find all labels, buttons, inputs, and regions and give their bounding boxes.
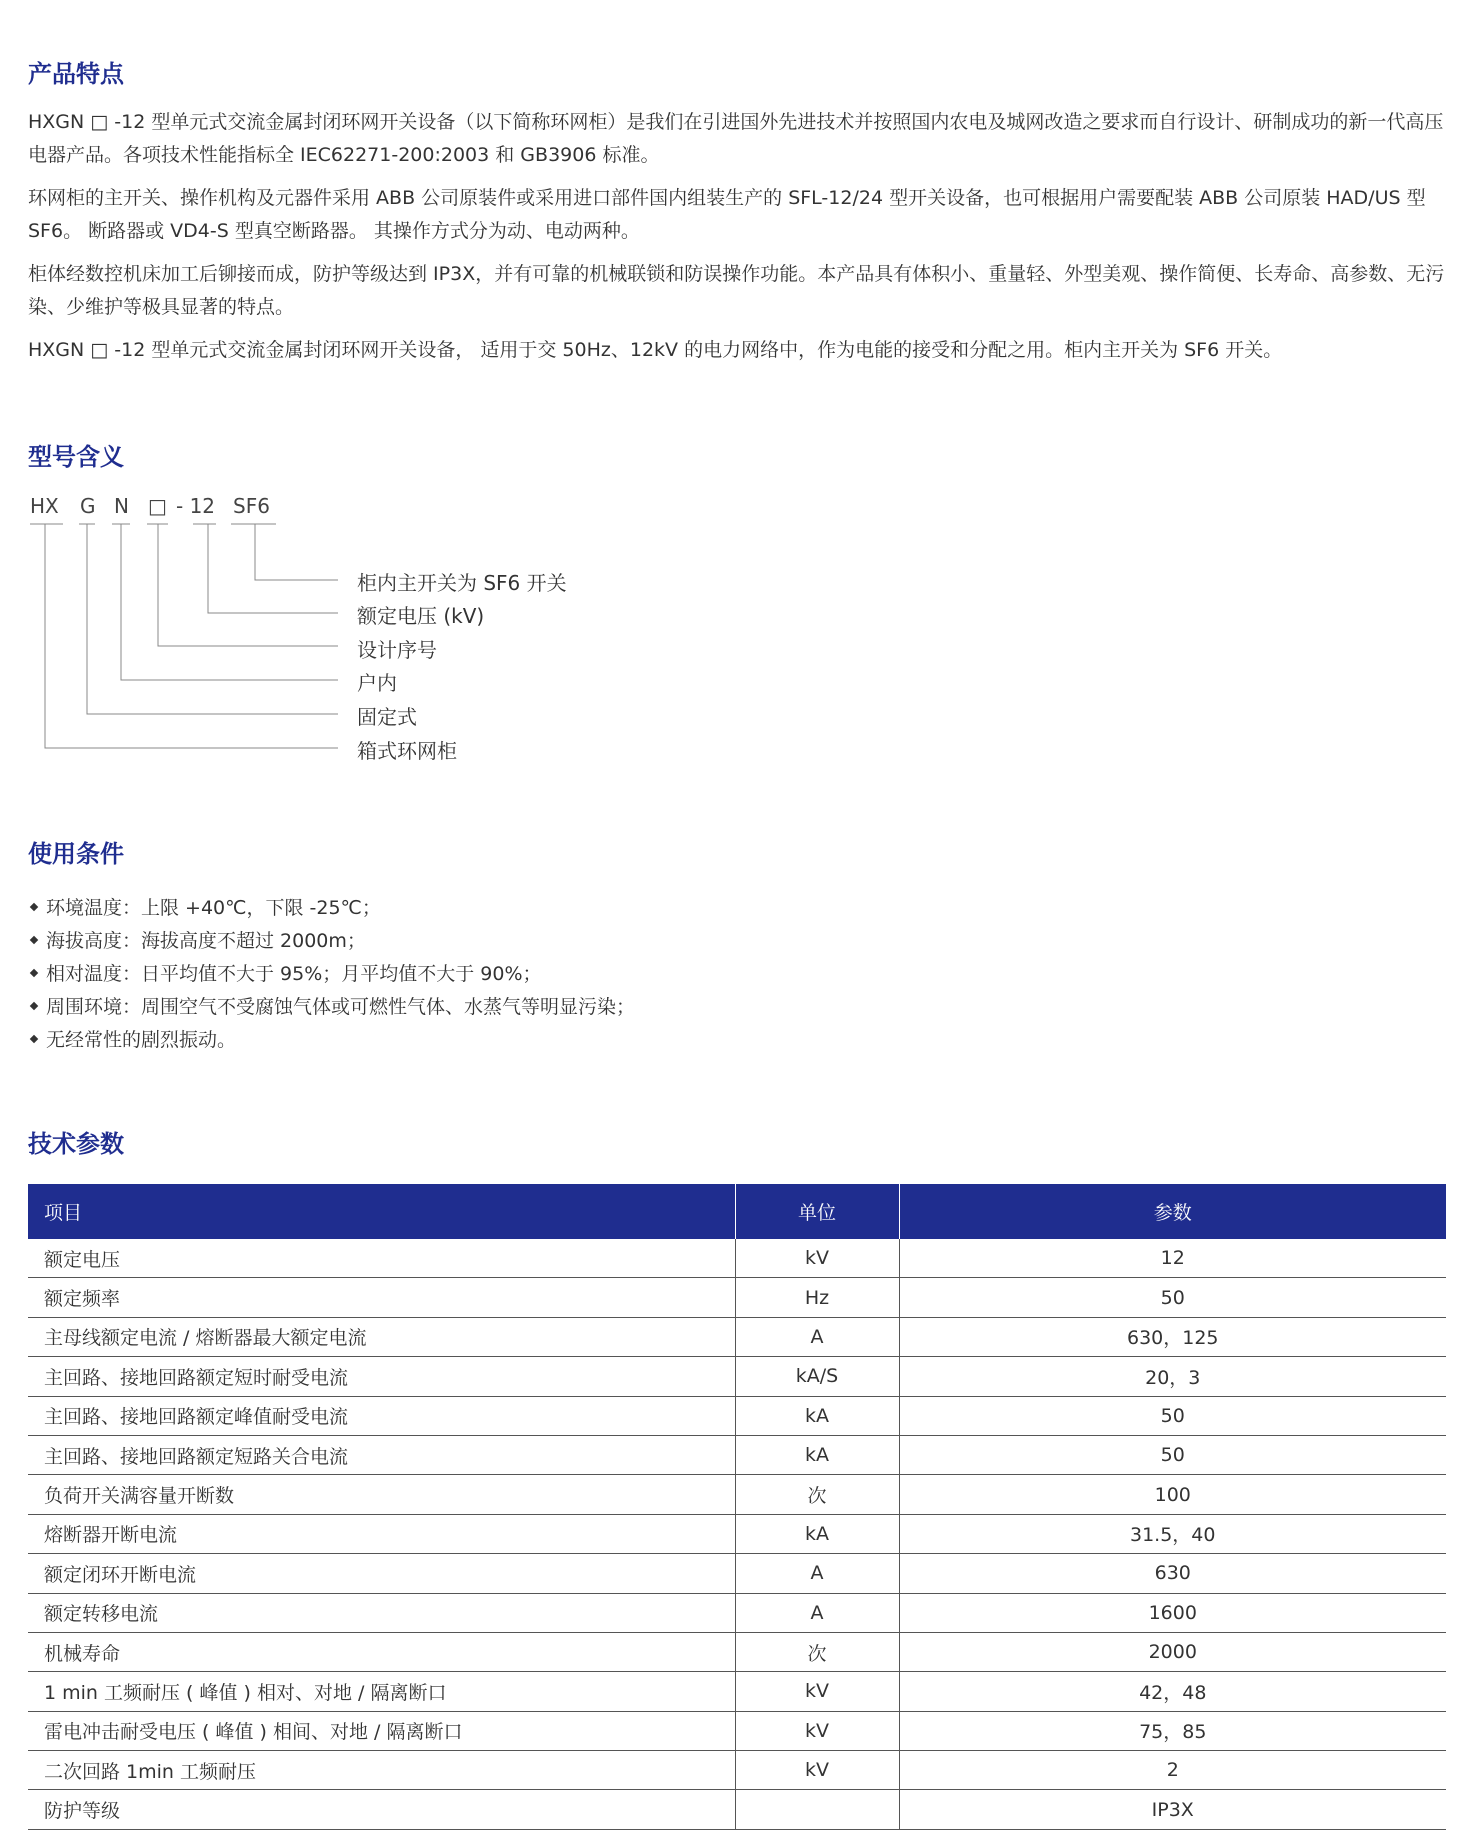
cell-value: 2 <box>899 1751 1446 1790</box>
cell-unit: kV <box>735 1751 899 1790</box>
cell-item: 主回路、接地回路额定短时耐受电流 <box>28 1357 735 1396</box>
cell-unit: kV <box>735 1672 899 1711</box>
features-paragraph-2: 环网柜的主开关、操作机构及元器件采用 ABB 公司原装件或采用进口部件国内组装生产的 SFL-12/24 型开关设备，也可根据用户需要配装 ABB 公司原装 HAD/US 型 SF6。 断路器或 VD4-S 型真空断路器。 其操作方式分为动、电动两种。 <box>28 187 1426 242</box>
list-item <box>28 1024 635 1057</box>
cell-value: 75，85 <box>899 1711 1446 1750</box>
table-row <box>28 1396 1446 1435</box>
table-row <box>28 1790 1446 1829</box>
conditions-title: 使用条件 <box>28 840 124 868</box>
cell-value: 630，125 <box>899 1317 1446 1356</box>
cell-item: 主母线额定电流 / 熔断器最大额定电流 <box>28 1317 735 1356</box>
list-item <box>28 892 635 925</box>
table-row <box>28 1711 1446 1750</box>
cell-value: 2000 <box>899 1632 1446 1671</box>
cell-unit: kV <box>735 1239 899 1278</box>
cell-value: 630 <box>899 1554 1446 1593</box>
model-label-indoor: 户内 <box>357 671 397 695</box>
cell-unit <box>735 1790 899 1829</box>
table-row <box>28 1554 1446 1593</box>
table-row <box>28 1317 1446 1356</box>
cell-item: 熔断器开断电流 <box>28 1514 735 1553</box>
model-label-fixed: 固定式 <box>357 705 417 729</box>
cell-unit: kA/S <box>735 1357 899 1396</box>
cell-value: 50 <box>899 1278 1446 1317</box>
cell-unit: A <box>735 1317 899 1356</box>
list-item <box>28 925 635 958</box>
cell-item: 防护等级 <box>28 1790 735 1829</box>
model-label-voltage: 额定电压 (kV) <box>357 604 485 628</box>
cell-item: 额定闭环开断电流 <box>28 1554 735 1593</box>
cell-item: 额定频率 <box>28 1278 735 1317</box>
features-paragraph-1: HXGN □ -12 型单元式交流金属封闭环网开关设备（以下简称环网柜）是我们在引进国外先进技术并按照国内农电及城网改造之要求而自行设计、研制成功的新一代高压电器产品。各项技术性能指标全 IEC62271-200:2003 和 GB3906 标准。 <box>28 111 1444 166</box>
model-label-box-ring: 箱式环网柜 <box>357 739 457 763</box>
cell-value: 20，3 <box>899 1357 1446 1396</box>
cell-value: 100 <box>899 1475 1446 1514</box>
cell-item: 二次回路 1min 工频耐压 <box>28 1751 735 1790</box>
list-item <box>28 991 635 1024</box>
cell-value: 50 <box>899 1435 1446 1474</box>
cell-value: 12 <box>899 1239 1446 1278</box>
params-table <box>28 1184 1446 1830</box>
model-title: 型号含义 <box>28 443 124 471</box>
model-code-box: □ <box>148 494 167 518</box>
model-code-n: N <box>114 494 129 518</box>
cell-value: 42，48 <box>899 1672 1446 1711</box>
bullet-icon <box>30 936 38 944</box>
model-connector-lines <box>28 0 388 780</box>
model-label-design-no: 设计序号 <box>357 638 437 662</box>
cell-item: 雷电冲击耐受电压 ( 峰值 ) 相间、对地 / 隔离断口 <box>28 1711 735 1750</box>
cell-unit: kA <box>735 1514 899 1553</box>
table-row <box>28 1239 1446 1278</box>
model-code-voltage: - 12 <box>176 494 216 518</box>
header-unit: 单位 <box>735 1184 899 1239</box>
model-label-sf6: 柜内主开关为 SF6 开关 <box>357 571 567 595</box>
cell-unit: 次 <box>735 1632 899 1671</box>
cell-value: 50 <box>899 1396 1446 1435</box>
table-row <box>28 1357 1446 1396</box>
header-value: 参数 <box>899 1184 1446 1239</box>
model-code-sf6: SF6 <box>233 494 270 518</box>
table-row <box>28 1593 1446 1632</box>
features-title: 产品特点 <box>28 60 124 88</box>
bullet-icon <box>30 903 38 911</box>
features-paragraph-3: 柜体经数控机床加工后铆接而成，防护等级达到 IP3X，并有可靠的机械联锁和防误操作功能。本产品具有体积小、重量轻、外型美观、操作简便、长寿命、高参数、无污染、少维护等极具显著的特点。 <box>28 263 1445 318</box>
conditions-list <box>28 892 635 1057</box>
condition-text: 海拔高度：海拔高度不超过 2000m； <box>46 930 366 952</box>
cell-item: 1 min 工频耐压 ( 峰值 ) 相对、对地 / 隔离断口 <box>28 1672 735 1711</box>
bullet-icon <box>30 1002 38 1010</box>
cell-item: 机械寿命 <box>28 1632 735 1671</box>
model-code-g: G <box>80 494 96 518</box>
bullet-icon <box>30 969 38 977</box>
cell-item: 额定电压 <box>28 1239 735 1278</box>
features-paragraph-4: HXGN □ -12 型单元式交流金属封闭环网开关设备， 适用于交 50Hz、12kV 的电力网络中，作为电能的接受和分配之用。柜内主开关为 SF6 开关。 <box>28 339 1283 361</box>
bullet-icon <box>30 1035 38 1043</box>
cell-unit: A <box>735 1554 899 1593</box>
cell-item: 负荷开关满容量开断数 <box>28 1475 735 1514</box>
table-row <box>28 1751 1446 1790</box>
list-item <box>28 958 635 991</box>
condition-text: 周围环境：周围空气不受腐蚀气体或可燃性气体、水蒸气等明显污染； <box>46 996 636 1018</box>
cell-unit: kV <box>735 1711 899 1750</box>
params-title: 技术参数 <box>28 1130 124 1158</box>
cell-unit: kA <box>735 1396 899 1435</box>
cell-unit: Hz <box>735 1278 899 1317</box>
header-item: 项目 <box>28 1184 735 1239</box>
condition-text: 环境温度：上限 +40℃，下限 -25℃； <box>46 897 381 919</box>
condition-text: 相对温度：日平均值不大于 95%；月平均值不大于 90%； <box>46 963 542 985</box>
cell-unit: 次 <box>735 1475 899 1514</box>
cell-value: 1600 <box>899 1593 1446 1632</box>
cell-item: 主回路、接地回路额定峰值耐受电流 <box>28 1396 735 1435</box>
table-row <box>28 1435 1446 1474</box>
cell-value: 31.5，40 <box>899 1514 1446 1553</box>
table-row <box>28 1672 1446 1711</box>
table-header-row <box>28 1184 1446 1239</box>
table-row <box>28 1475 1446 1514</box>
cell-unit: A <box>735 1593 899 1632</box>
table-row <box>28 1514 1446 1553</box>
cell-item: 额定转移电流 <box>28 1593 735 1632</box>
cell-value: IP3X <box>899 1790 1446 1829</box>
table-row <box>28 1278 1446 1317</box>
model-code-hx: HX <box>30 494 59 518</box>
cell-item: 主回路、接地回路额定短路关合电流 <box>28 1435 735 1474</box>
condition-text: 无经常性的剧烈振动。 <box>46 1029 237 1051</box>
table-row <box>28 1632 1446 1671</box>
cell-unit: kA <box>735 1435 899 1474</box>
